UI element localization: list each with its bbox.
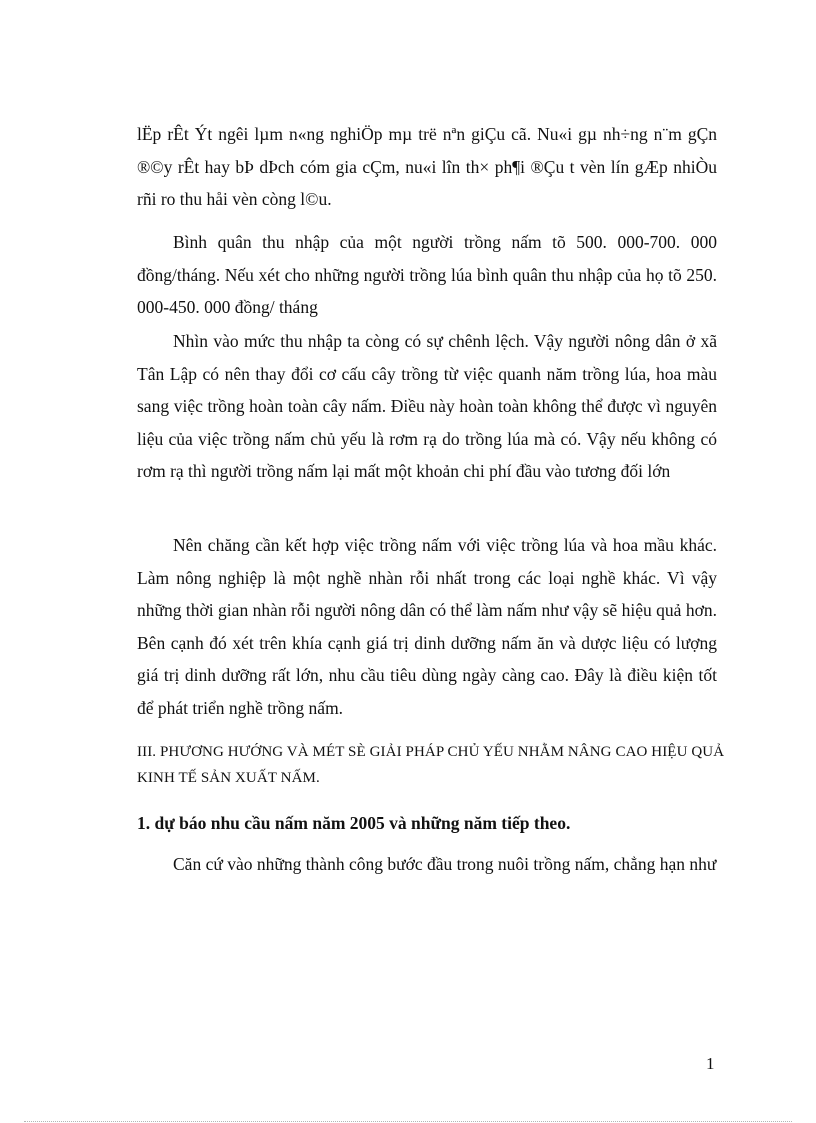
section-heading: III. PHƯƠNG HƯỚNG VÀ MÉT SÈ GIẢI PHÁP CHỦ YẾU NHẰM NÂNG CAO HIỆU QUẢ KINH TẾ SẢN XUẤT NẤM. — [137, 744, 725, 786]
paragraph-income-comparison: Bình quân thu nhập của một người trồng nấm tõ 500. 000-700. 000 đồng/tháng. Nếu xét cho những người trồng lúa bình quân thu nhập của họ tõ 250. 000-450. 000 đồng/ tháng — [137, 232, 717, 317]
paragraph-forecast-intro: Căn cứ vào những thành công bước đầu trong nuôi trồng nấm, chẳng hạn như — [173, 854, 717, 874]
page-number: 1 — [706, 1054, 715, 1073]
paragraph-crop-structure: Nhìn vào mức thu nhập ta còng có sự chênh lệch. Vậy người nông dân ở xã Tân Lập có nên thay đổi cơ cấu cây trồng từ việc quanh năm trồng lúa, hoa màu sang việc trồng hoàn toàn cây nấm. Điều này hoàn toàn không thể được vì nguyên liệu của việc trồng nấm chủ yếu là rơm rạ do trồng lúa mà có. Vậy nếu không có rơm rạ thì người trồng nấm lại mất một khoản chi phí đầu vào tương đối lớn — [137, 331, 717, 481]
subsection-heading: 1. dự báo nhu cầu nấm năm 2005 và những năm tiếp theo. — [137, 813, 571, 833]
paragraph-combined-farming: Nên chăng cần kết hợp việc trồng nấm với việc trồng lúa và hoa mầu khác. Làm nông nghiệp là một nghề nhàn rỗi nhất trong các loại nghề khác. Vì vậy những thời gian nhàn rỗi người nông dân có thể làm nấm như vậy sẽ hiệu quả hơn. Bên cạnh đó xét trên khía cạnh giá trị dinh dưỡng nấm ăn và dược liệu có lượng giá trị dinh dưỡng rất lớn, nhu cầu tiêu dùng ngày càng cao. Đây là điều kiện tốt để phát triển nghề trồng nấm. — [137, 535, 717, 718]
page-bottom-divider — [24, 1121, 792, 1122]
paragraph-legacy-encoded: lËp rÊt Ýt ngêi lµm n«ng nghiÖp mµ trë nªn giÇu cã. Nu«i gµ nh÷ng n¨m gÇn ®©y rÊt hay bÞ dÞch cóm gia cÇm, nu«i lîn th× ph¶i ®Çu t vèn lín gÆp nhiÒu rñi ro thu håi vèn còng l©u. — [137, 124, 717, 209]
